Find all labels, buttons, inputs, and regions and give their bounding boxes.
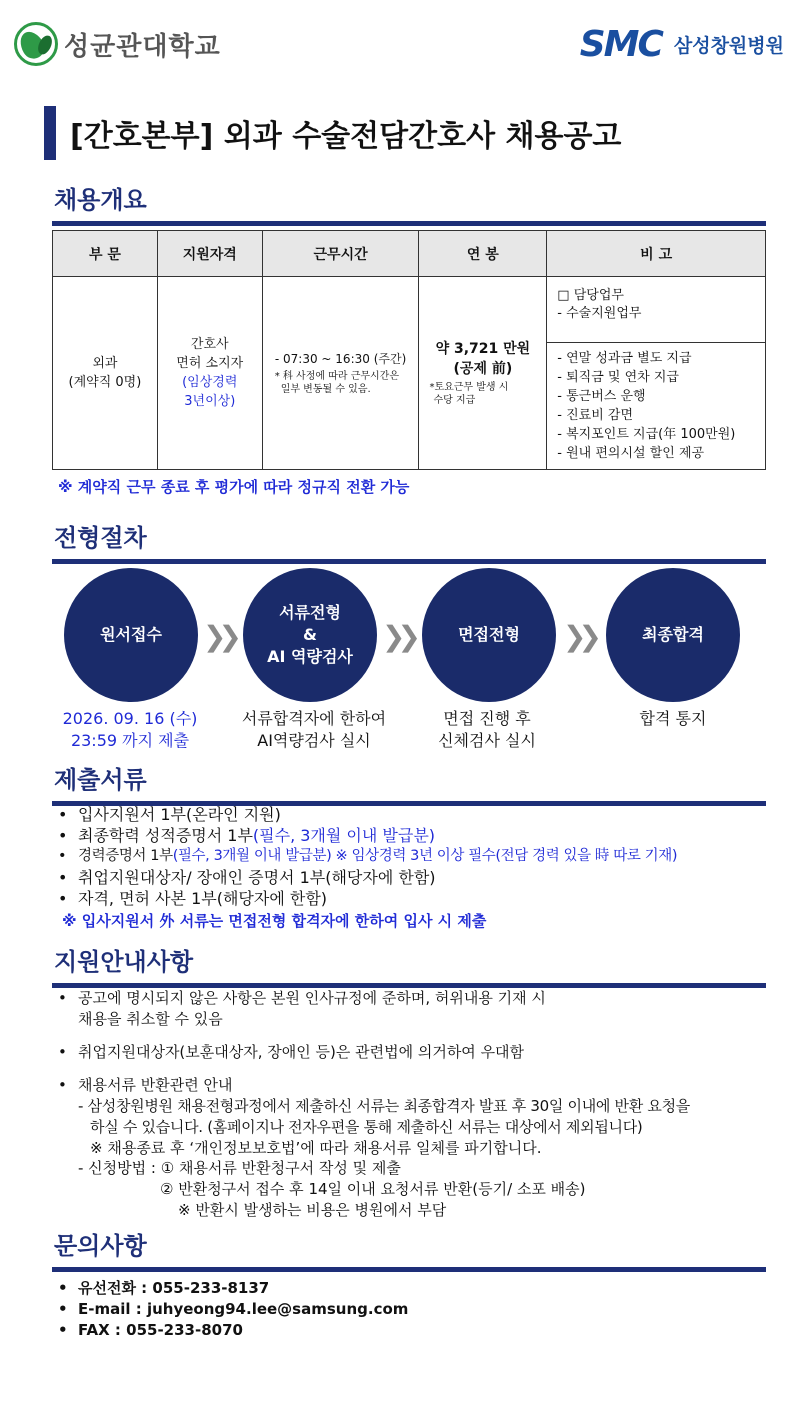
document-text: 최종학력 성적증명서 1부 [78,826,253,845]
step-circle-application [64,568,198,702]
qualification-highlight: (임상경력 [182,375,238,390]
contact-list [58,1278,408,1341]
page-title-text: [간호본부] 외과 수술전담간호사 채용공고 [70,119,622,154]
benefit-item: - 연말 성과금 별도 지급 [557,351,692,366]
benefit-item: - 진료비 감면 [557,408,634,423]
benefit-item: - 복지포인트 지급(年 100만원) [557,427,736,442]
hospital-logo-mark: SMC [579,24,662,65]
documents-list [58,804,677,909]
section-process-heading [52,518,766,564]
university-name: 성균관대학교 [64,31,221,62]
method-line: ② 반환청구서 접수 후 14일 이내 요청서류 반환(등기/ 소포 배송) [160,1180,586,1198]
hours-cell [262,277,419,470]
remark-duty-item: - 수술지원업무 [557,306,642,321]
benefit-item: - 원내 편의시설 할인 제공 [557,446,705,461]
step-desc-interview [387,708,587,752]
salary-amount: 약 3,721 만원 [435,341,531,357]
hospital-logo [580,24,784,65]
qualification-line: 간호사 [190,337,229,352]
double-chevron-right-icon: ❯❯ [203,620,234,653]
guide-line: • 채용서류 반환관련 안내 [78,1076,233,1094]
step-circle-document-screening [243,568,377,702]
return-method [78,1158,585,1221]
section-divider [52,221,766,226]
guide-line: - 삼성창원병원 채용전형과정에서 제출하신 서류는 최종합격자 발표 후 30일 이내에 반환 요청을 [78,1097,690,1115]
document-text: 경력증명서 1부 [78,848,173,864]
salary-note-line: 수당 지급 [433,395,476,406]
hours-note-line: 일부 변동될 수 있음. [280,384,371,395]
qualification-highlight: 3년이상) [184,394,236,409]
list-item [58,846,677,867]
guide-line: 하실 수 있습니다. (홈페이지나 전자우편을 통해 제출하신 서류는 대상에서 제외됩니다) [90,1118,643,1136]
remark-cell [547,277,766,470]
document-text: 입사지원서 1부(온라인 지원) [78,805,281,824]
step-label: 원서접수 [100,625,162,644]
section-title: 전형절차 [54,524,147,552]
page-header [14,18,784,78]
guide-line: 채용을 취소할 수 있음 [78,1010,223,1028]
contact-fax: • FAX : 055-233-8070 [58,1320,408,1341]
remark-benefits [547,343,765,469]
dept-cell [53,277,158,470]
qualification-line: 면허 소지자 [176,356,244,371]
salary-deduction: (공제 前) [453,361,513,377]
salary-note-line: *토요근무 발생 시 [429,382,509,393]
step-circle-interview [422,568,556,702]
list-item [58,804,677,825]
document-highlight: (필수, 3개월 이내 발급분) ※ 임상경력 3년 이상 필수(전담 경력 있을 時 따로 기재) [172,848,678,864]
page-title [44,106,621,160]
method-line: ※ 반환시 발생하는 비용은 병원에서 부담 [178,1201,447,1219]
step-desc-line: AI역량검사 실시 [257,731,371,750]
list-item [58,825,677,846]
university-emblem-icon [14,22,58,66]
contact-email: • E-mail : juhyeong94.lee@samsung.com [58,1299,408,1320]
section-divider [52,559,766,564]
double-chevron-right-icon: ❯❯ [382,620,413,653]
step-desc-line: 서류합격자에 한하여 [241,709,387,728]
table-row [53,277,766,470]
list-item [58,867,677,888]
section-title: 제출서류 [54,766,147,794]
remark-duty [547,277,765,343]
column-header: 부 문 [53,231,158,277]
column-header: 연 봉 [419,231,547,277]
step-desc-line: 면접 진행 후 [443,709,531,728]
column-header: 근무시간 [262,231,419,277]
dept-headcount: (계약직 0명) [68,375,142,390]
step-desc-document-screening [214,708,414,752]
document-text: 자격, 면허 사본 1부(해당자에 한함) [78,889,328,908]
remark-duty-title: □ 담당업무 [557,288,624,303]
section-title: 지원안내사항 [54,948,194,976]
step-desc-final [573,708,773,730]
guide-list [58,988,690,1159]
step-desc-line: 합격 통지 [639,709,707,728]
section-divider [52,1267,766,1272]
column-header: 지원자격 [157,231,262,277]
process-steps [52,568,766,702]
title-accent-bar [44,106,56,160]
section-title: 문의사항 [54,1232,147,1260]
work-hours: - 07:30 ~ 16:30 (주간) [274,352,407,366]
table-header-row [53,231,766,277]
list-item [58,1075,690,1159]
university-logo [14,22,221,66]
step-circle-final [606,568,740,702]
benefit-item: - 통근버스 운행 [557,389,646,404]
guide-line: • 취업지원대상자(보훈대상자, 장애인 등)은 관련법에 의거하여 우대함 [78,1043,525,1061]
step-desc-line: 23:59 까지 제출 [70,731,190,750]
step-label: 최종합격 [642,625,704,644]
step-desc-application [30,708,230,752]
section-guide-heading [52,942,766,988]
section-overview-heading [52,180,766,226]
document-highlight: (필수, 3개월 이내 발급분) [252,826,436,845]
hours-note-line: * 科 사정에 따라 근무시간은 [274,371,400,382]
method-line: - 신청방법 : ① 채용서류 반환청구서 작성 및 제출 [78,1159,401,1177]
hospital-name: 삼성창원병원 [673,35,784,57]
double-chevron-right-icon: ❯❯ [563,620,594,653]
step-label: 면접전형 [458,625,520,644]
section-title: 채용개요 [54,186,147,214]
overview-table [52,230,766,470]
column-header: 비 고 [547,231,766,277]
guide-line: • 공고에 명시되지 않은 사항은 본원 인사규정에 준하며, 허위내용 기재 시 [78,989,546,1007]
salary-note [423,381,542,407]
step-desc-line: 신체검사 실시 [438,731,536,750]
section-documents-heading [52,760,766,806]
step-label: 서류전형 [279,603,341,622]
document-text: 취업지원대상자/ 장애인 증명서 1부(해당자에 한함) [78,868,436,887]
documents-note: ※ 입사지원서 外 서류는 면접전형 합격자에 한하여 입사 시 제출 [62,912,487,930]
step-label: AI 역량검사 [267,647,353,666]
step-desc-line: 2026. 09. 16 (수) [62,709,198,728]
section-contact-heading [52,1226,766,1272]
hours-note [267,370,415,396]
list-item [58,1042,690,1063]
contract-conversion-note: ※ 계약직 근무 종료 후 평가에 따라 정규직 전환 가능 [58,478,410,496]
benefit-item: - 퇴직금 및 연차 지급 [557,370,679,385]
qualification-cell [157,277,262,470]
list-item [58,988,690,1030]
dept-name: 외과 [92,356,118,371]
list-item [58,888,677,909]
step-label: & [303,625,317,644]
salary-cell [419,277,547,470]
guide-line: ※ 채용종료 후 ‘개인정보보호법’에 따라 채용서류 일체를 파기합니다. [90,1139,542,1157]
contact-phone: • 유선전화 : 055-233-8137 [58,1278,408,1299]
